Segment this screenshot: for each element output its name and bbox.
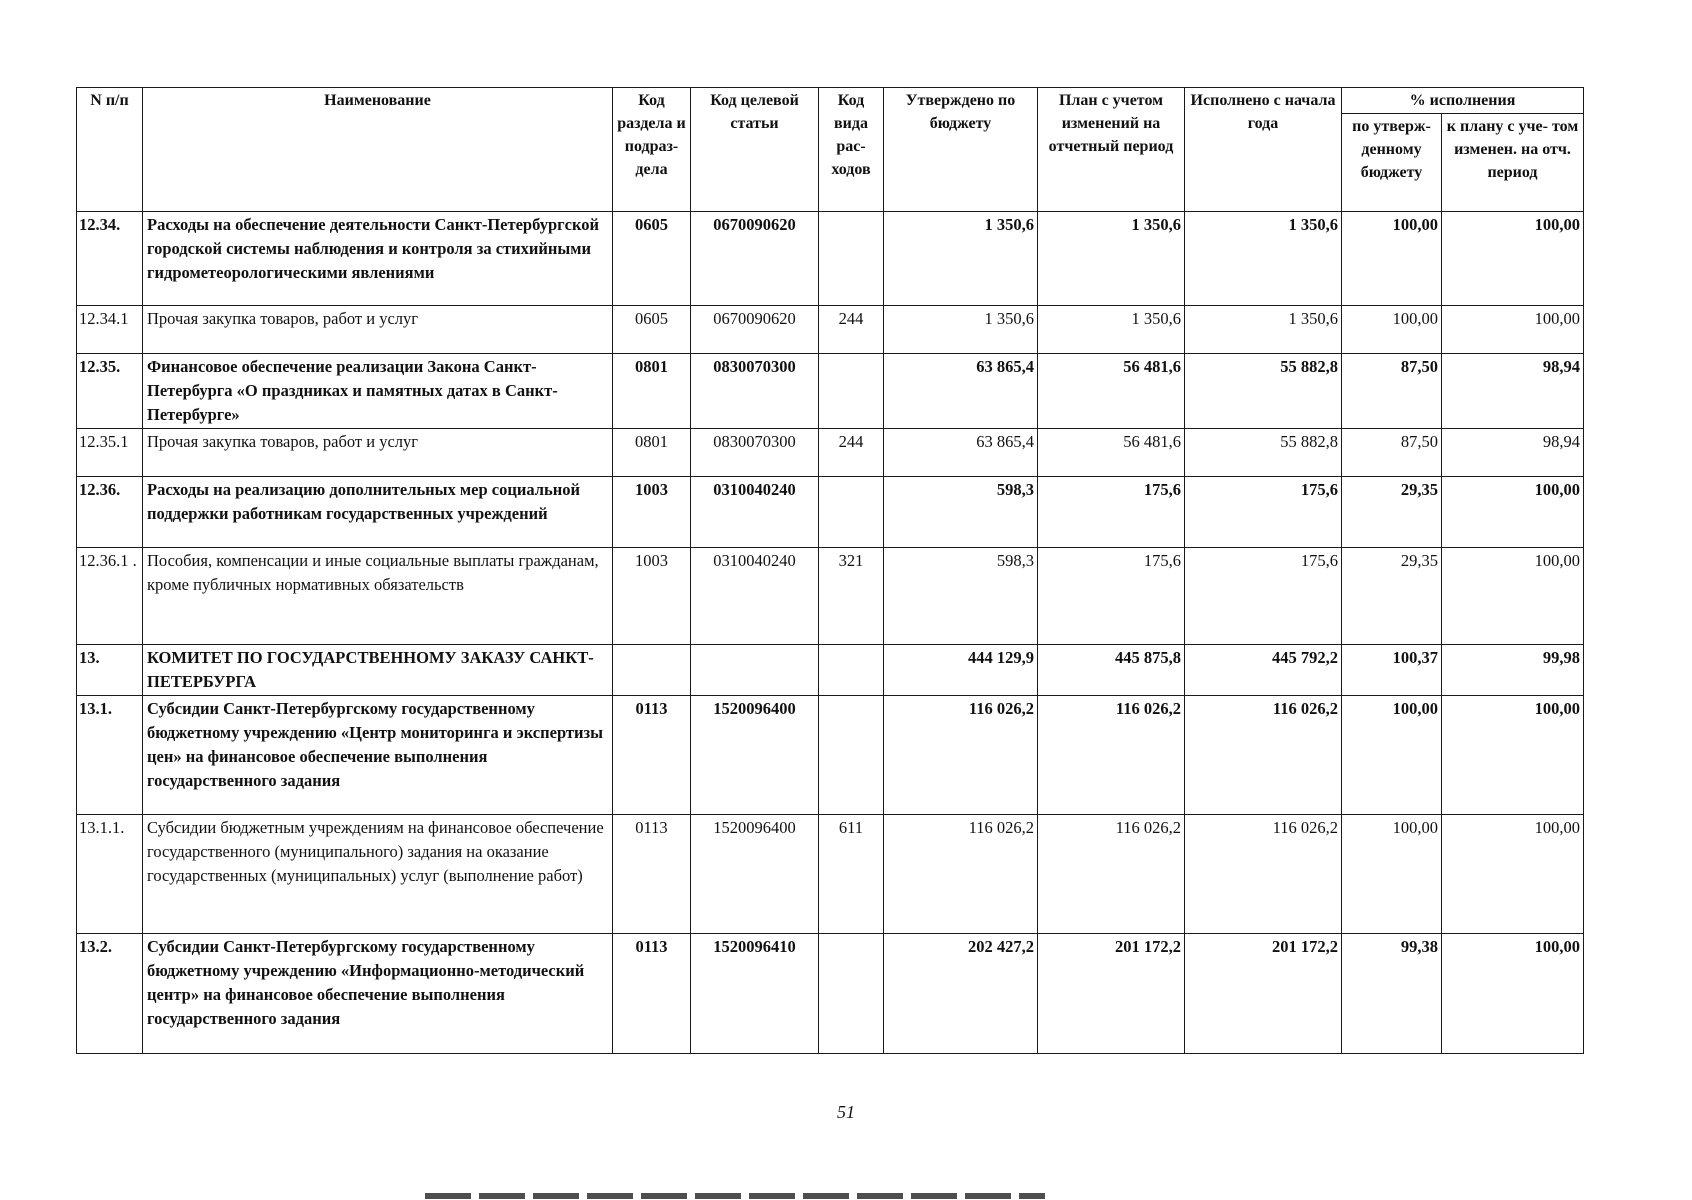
table-row	[77, 548, 1584, 645]
row-num: 12.34.1	[77, 306, 143, 354]
row-approved: 598,3	[884, 548, 1038, 645]
row-executed: 175,6	[1185, 548, 1342, 645]
row-executed: 116 026,2	[1185, 815, 1342, 934]
header-pct-approved: по утверж- денному бюджету	[1342, 114, 1442, 212]
row-name: Расходы на реализацию дополнительных мер социальной поддержки работникам государственных учреждений	[143, 477, 613, 548]
row-executed: 116 026,2	[1185, 696, 1342, 815]
row-plan: 175,6	[1038, 477, 1185, 548]
row-pct-plan: 100,00	[1442, 696, 1584, 815]
table-header	[77, 88, 1584, 212]
row-plan: 56 481,6	[1038, 429, 1185, 477]
row-pct-approved: 87,50	[1342, 354, 1442, 429]
row-executed: 445 792,2	[1185, 645, 1342, 696]
row-target-code: 0670090620	[691, 212, 819, 306]
header-name: Наименование	[143, 88, 613, 212]
row-num: 13.1.	[77, 696, 143, 815]
row-expense-code	[819, 477, 884, 548]
row-plan: 175,6	[1038, 548, 1185, 645]
row-pct-approved: 29,35	[1342, 477, 1442, 548]
row-section-code: 0801	[613, 354, 691, 429]
row-pct-approved: 87,50	[1342, 429, 1442, 477]
row-pct-approved: 100,00	[1342, 212, 1442, 306]
header-pct-plan: к плану с уче- том изменен. на отч. период	[1442, 114, 1584, 212]
row-approved: 63 865,4	[884, 429, 1038, 477]
row-plan: 116 026,2	[1038, 696, 1185, 815]
table-row	[77, 696, 1584, 815]
row-pct-approved: 100,00	[1342, 815, 1442, 934]
header-plan: План с учетом изменений на отчетный период	[1038, 88, 1185, 212]
row-section-code: 0605	[613, 212, 691, 306]
row-target-code: 0830070300	[691, 429, 819, 477]
table-row	[77, 354, 1584, 429]
row-approved: 202 427,2	[884, 934, 1038, 1054]
row-name: Субсидии бюджетным учреждениям на финансовое обеспечение государственного (муниципального) задания на оказание государственных (муниципальных) услуг (выполнение работ)	[143, 815, 613, 934]
header-section-code: Код раздела и подраз- дела	[613, 88, 691, 212]
row-pct-plan: 100,00	[1442, 548, 1584, 645]
budget-execution-table	[76, 87, 1584, 1054]
row-pct-plan: 100,00	[1442, 815, 1584, 934]
row-section-code: 1003	[613, 548, 691, 645]
row-num: 13.	[77, 645, 143, 696]
row-expense-code	[819, 696, 884, 815]
row-expense-code: 244	[819, 429, 884, 477]
row-approved: 116 026,2	[884, 815, 1038, 934]
row-section-code: 0113	[613, 934, 691, 1054]
row-expense-code: 321	[819, 548, 884, 645]
row-executed: 55 882,8	[1185, 429, 1342, 477]
row-target-code: 1520096400	[691, 815, 819, 934]
row-name: Расходы на обеспечение деятельности Санкт-Петербургской городской системы наблюдения и контроля за стихийными гидрометеорологическими явлениями	[143, 212, 613, 306]
row-num: 13.1.1.	[77, 815, 143, 934]
row-approved: 444 129,9	[884, 645, 1038, 696]
table-row	[77, 815, 1584, 934]
row-name: КОМИТЕТ ПО ГОСУДАРСТВЕННОМУ ЗАКАЗУ САНКТ-ПЕТЕРБУРГА	[143, 645, 613, 696]
row-expense-code	[819, 212, 884, 306]
row-pct-approved: 100,37	[1342, 645, 1442, 696]
row-expense-code: 611	[819, 815, 884, 934]
row-pct-approved: 99,38	[1342, 934, 1442, 1054]
row-name: Прочая закупка товаров, работ и услуг	[143, 306, 613, 354]
row-name: Субсидии Санкт-Петербургскому государственному бюджетному учреждению «Центр мониторинга и экспертизы цен» на финансовое обеспечение выполнения государственного задания	[143, 696, 613, 815]
row-executed: 175,6	[1185, 477, 1342, 548]
table-row	[77, 306, 1584, 354]
row-section-code	[613, 645, 691, 696]
row-num: 12.35.	[77, 354, 143, 429]
row-name: Пособия, компенсации и иные социальные выплаты гражданам, кроме публичных нормативных обязательств	[143, 548, 613, 645]
row-pct-plan: 99,98	[1442, 645, 1584, 696]
header-pct-group: % исполнения	[1342, 88, 1584, 114]
row-approved: 63 865,4	[884, 354, 1038, 429]
table-row	[77, 429, 1584, 477]
table-row	[77, 645, 1584, 696]
row-pct-approved: 100,00	[1342, 696, 1442, 815]
row-num: 13.2.	[77, 934, 143, 1054]
row-name: Финансовое обеспечение реализации Закона Санкт-Петербурга «О праздниках и памятных датах в Санкт-Петербурге»	[143, 354, 613, 429]
header-approved: Утверждено по бюджету	[884, 88, 1038, 212]
row-plan: 1 350,6	[1038, 306, 1185, 354]
row-plan: 1 350,6	[1038, 212, 1185, 306]
row-executed: 55 882,8	[1185, 354, 1342, 429]
row-pct-plan: 98,94	[1442, 429, 1584, 477]
row-section-code: 1003	[613, 477, 691, 548]
row-target-code: 0310040240	[691, 477, 819, 548]
row-target-code: 1520096400	[691, 696, 819, 815]
row-pct-plan: 100,00	[1442, 212, 1584, 306]
row-executed: 1 350,6	[1185, 306, 1342, 354]
table-row	[77, 477, 1584, 548]
table-row	[77, 934, 1584, 1054]
row-target-code: 0670090620	[691, 306, 819, 354]
row-section-code: 0113	[613, 696, 691, 815]
row-approved: 598,3	[884, 477, 1038, 548]
page-number: 51	[837, 1102, 855, 1122]
row-pct-plan: 100,00	[1442, 477, 1584, 548]
row-expense-code	[819, 645, 884, 696]
header-target-code: Код целевой статьи	[691, 88, 819, 212]
row-target-code	[691, 645, 819, 696]
table-body	[77, 212, 1584, 1054]
row-pct-plan: 100,00	[1442, 934, 1584, 1054]
row-executed: 1 350,6	[1185, 212, 1342, 306]
row-num: 12.35.1	[77, 429, 143, 477]
row-plan: 116 026,2	[1038, 815, 1185, 934]
row-target-code: 0830070300	[691, 354, 819, 429]
row-expense-code	[819, 934, 884, 1054]
row-pct-plan: 100,00	[1442, 306, 1584, 354]
row-pct-approved: 100,00	[1342, 306, 1442, 354]
row-approved: 1 350,6	[884, 212, 1038, 306]
row-target-code: 0310040240	[691, 548, 819, 645]
table-row	[77, 212, 1584, 306]
row-pct-plan: 98,94	[1442, 354, 1584, 429]
row-plan: 201 172,2	[1038, 934, 1185, 1054]
header-executed: Исполнено с начала года	[1185, 88, 1342, 212]
header-expense-code: Код вида рас- ходов	[819, 88, 884, 212]
row-section-code: 0605	[613, 306, 691, 354]
row-name: Прочая закупка товаров, работ и услуг	[143, 429, 613, 477]
header-num: N п/п	[77, 88, 143, 212]
row-approved: 1 350,6	[884, 306, 1038, 354]
row-section-code: 0801	[613, 429, 691, 477]
row-expense-code: 244	[819, 306, 884, 354]
row-pct-approved: 29,35	[1342, 548, 1442, 645]
row-executed: 201 172,2	[1185, 934, 1342, 1054]
row-plan: 445 875,8	[1038, 645, 1185, 696]
row-num: 12.36.1 .	[77, 548, 143, 645]
row-name: Субсидии Санкт-Петербургскому государственному бюджетному учреждению «Информационно-методический центр» на финансовое обеспечение выполнения государственного задания	[143, 934, 613, 1054]
footer-scan-marks	[425, 1193, 1045, 1199]
row-num: 12.36.	[77, 477, 143, 548]
row-num: 12.34.	[77, 212, 143, 306]
row-section-code: 0113	[613, 815, 691, 934]
row-expense-code	[819, 354, 884, 429]
row-target-code: 1520096410	[691, 934, 819, 1054]
row-approved: 116 026,2	[884, 696, 1038, 815]
row-plan: 56 481,6	[1038, 354, 1185, 429]
